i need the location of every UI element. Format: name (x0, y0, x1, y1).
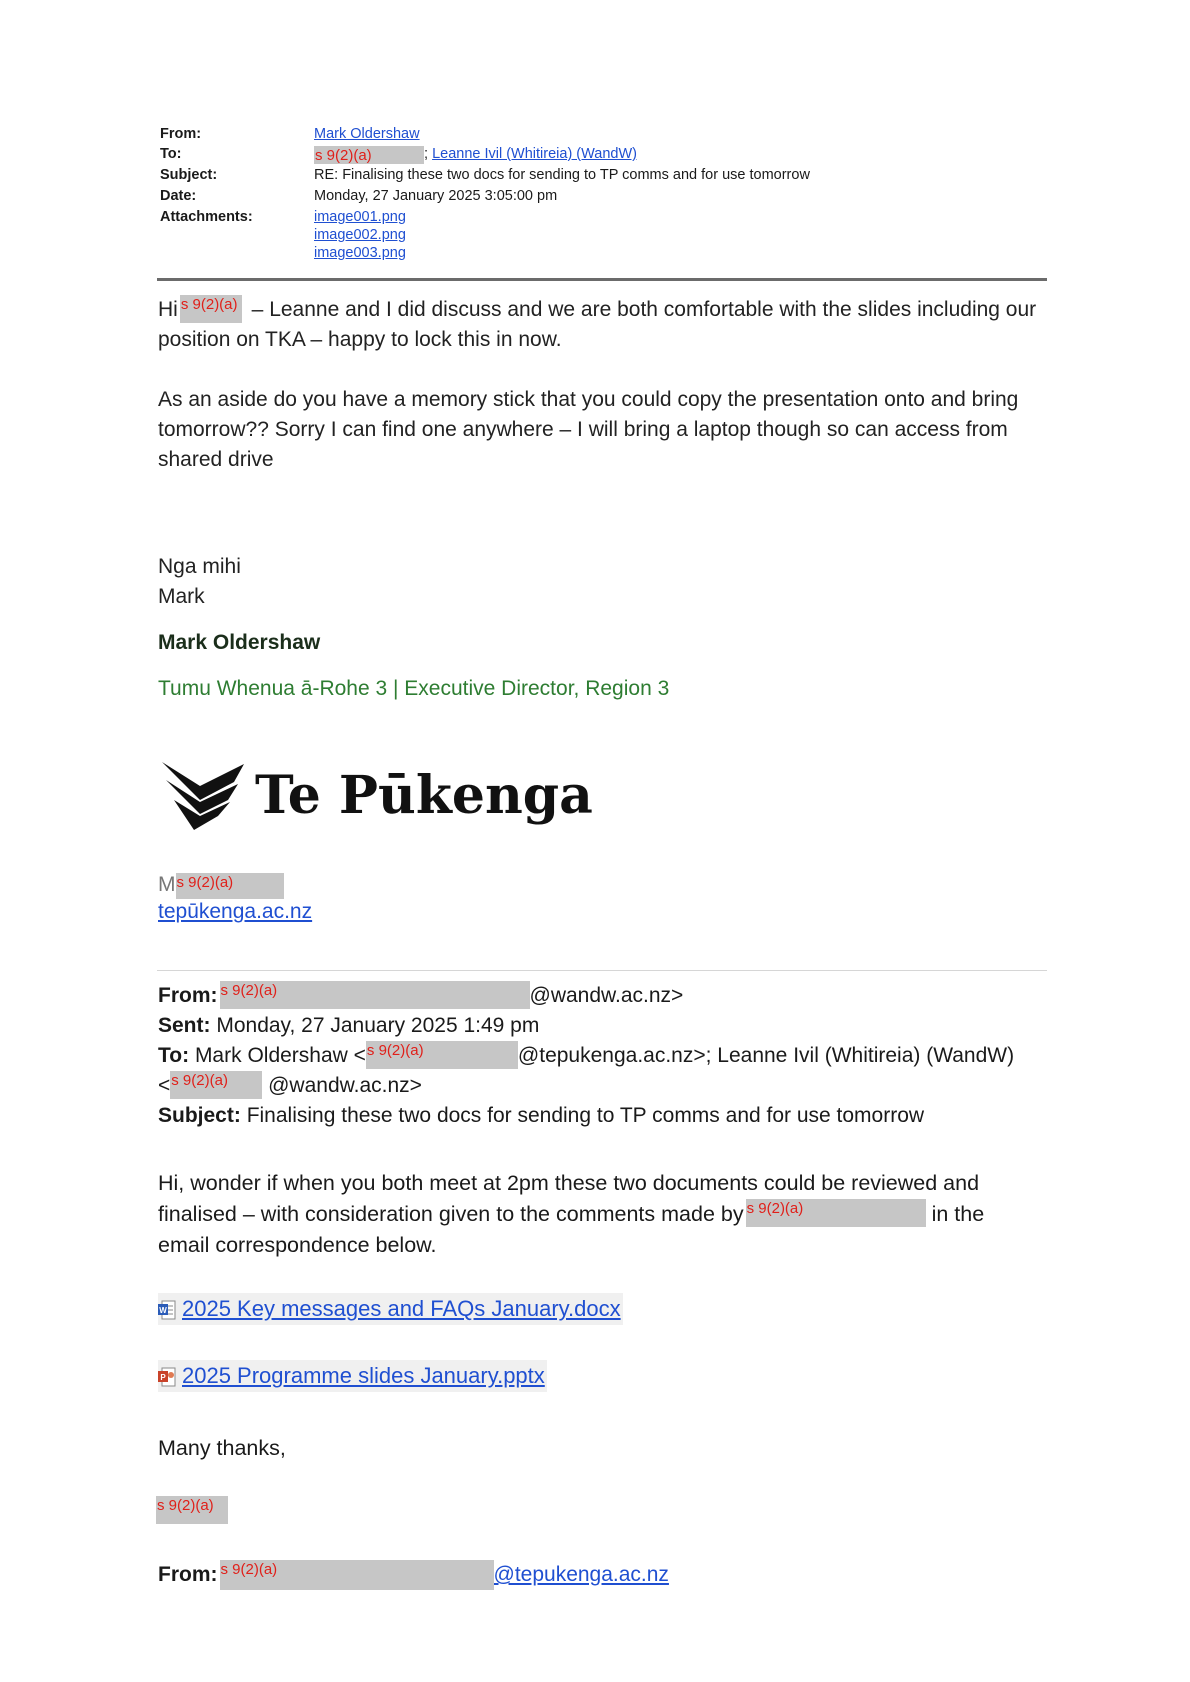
original-to (158, 1041, 1014, 1071)
original-body (158, 1168, 1058, 1261)
svg-text:W: W (159, 1306, 167, 1316)
original-body-text: email correspondence below. (158, 1233, 437, 1257)
attachment-pptx[interactable] (158, 1360, 547, 1392)
reply-text: tomorrow?? Sorry I can find one anywhere – I will bring a laptop though so can access from (158, 418, 1008, 441)
original-body-text: Hi, wonder if when you both meet at 2pm these two documents could be reviewed and (158, 1171, 980, 1195)
signature-title: Tumu Whenua ā-Rohe 3 | Executive Director, Region 3 (158, 677, 670, 700)
original-body-text: finalised – with consideration given to the comments made by (158, 1202, 744, 1226)
word-document-icon (158, 1300, 176, 1320)
powerpoint-icon (158, 1367, 176, 1387)
te-pukenga-logo-text: Te Pūkenga (255, 765, 593, 826)
original-subject (158, 1101, 924, 1131)
svg-text:P: P (160, 1373, 166, 1383)
attachment-docx-link[interactable]: 2025 Key messages and FAQs January.docx (182, 1296, 621, 1321)
email-header (160, 126, 860, 266)
redaction: s 9(2)(a) (170, 1071, 262, 1099)
signoff-line: Nga mihi (158, 555, 241, 578)
redaction: s 9(2)(a) (366, 1041, 518, 1069)
te-pukenga-logo-mark-icon (160, 760, 250, 832)
reply-paragraph-1 (158, 295, 1058, 355)
reply-text: shared drive (158, 448, 274, 471)
original-body-text: in the (931, 1202, 985, 1226)
date-value: Monday, 27 January 2025 3:05:00 pm (314, 188, 558, 204)
original-to-line2 (158, 1071, 422, 1101)
original-subject-value: Finalising these two docs for sending to TP comms and for use tomorrow (246, 1104, 925, 1127)
original-from-label: From: (158, 984, 218, 1007)
reply-text: As an aside do you have a memory stick that you could copy the presentation onto and bring (158, 388, 1019, 411)
signature-name: Mark Oldershaw (158, 631, 321, 654)
redaction: s 9(2)(a) (156, 1496, 228, 1524)
next-from-domain[interactable]: @tepukenga.ac.nz (493, 1563, 669, 1586)
redaction: s 9(2)(a) (220, 981, 530, 1009)
mobile-line (158, 873, 284, 899)
to-separator: ; (424, 146, 429, 162)
redaction: s 9(2)(a) (746, 1199, 926, 1227)
attachments-label: Attachments: (160, 209, 253, 225)
original-from-domain: @wandw.ac.nz> (529, 984, 684, 1007)
signoff-line: Mark (158, 585, 205, 608)
reply-paragraph-2 (158, 385, 1058, 475)
original-to-domain: @wandw.ac.nz> (268, 1074, 422, 1097)
original-thanks: Many thanks, (158, 1436, 286, 1460)
next-from-label: From: (158, 1563, 218, 1586)
to-value (314, 146, 637, 164)
message-divider (157, 970, 1047, 971)
next-from (158, 1560, 669, 1590)
original-to-domain: @tepukenga.ac.nz>; Leanne Ivil (Whitireia) (WandW) (517, 1044, 1015, 1067)
attachment-link[interactable]: image001.png (314, 209, 406, 225)
original-to-label: To: (158, 1044, 190, 1067)
original-to-name: Mark Oldershaw < (194, 1044, 366, 1067)
redaction: s 9(2)(a) (180, 295, 242, 323)
subject-value: RE: Finalising these two docs for sending to TP comms and for use tomorrow (314, 167, 810, 183)
original-from (158, 981, 683, 1011)
from-label: From: (160, 126, 202, 142)
original-sent-label: Sent: (158, 1014, 211, 1037)
original-sent-value: Monday, 27 January 2025 1:49 pm (216, 1014, 540, 1037)
mobile-label: M (158, 873, 176, 896)
original-signature (156, 1496, 228, 1524)
date-label: Date: (160, 188, 197, 204)
redaction: s 9(2)(a) (220, 1560, 494, 1590)
from-link[interactable]: Mark Oldershaw (314, 126, 420, 142)
attachment-docx[interactable] (158, 1293, 623, 1325)
reply-text: – Leanne and I did discuss and we are both comfortable with the slides including our (245, 298, 1037, 321)
website-link[interactable]: tepūkenga.ac.nz (158, 900, 313, 923)
reply-text: position on TKA – happy to lock this in now. (158, 328, 562, 351)
attachment-link[interactable]: image003.png (314, 245, 406, 261)
original-to-open: < (158, 1074, 171, 1097)
header-divider (157, 278, 1047, 281)
to-label: To: (160, 146, 182, 162)
original-subject-label: Subject: (158, 1104, 241, 1127)
subject-label: Subject: (160, 167, 218, 183)
attachment-link[interactable]: image002.png (314, 227, 406, 243)
original-sent (158, 1011, 539, 1041)
redaction: s 9(2)(a) (314, 146, 424, 164)
redaction: s 9(2)(a) (176, 873, 284, 899)
to-link[interactable]: Leanne Ivil (Whitireia) (WandW) (432, 146, 637, 162)
signoff (158, 552, 241, 612)
greeting: Hi (158, 298, 178, 321)
attachment-pptx-link[interactable]: 2025 Programme slides January.pptx (182, 1363, 545, 1388)
te-pukenga-logo (160, 760, 593, 832)
